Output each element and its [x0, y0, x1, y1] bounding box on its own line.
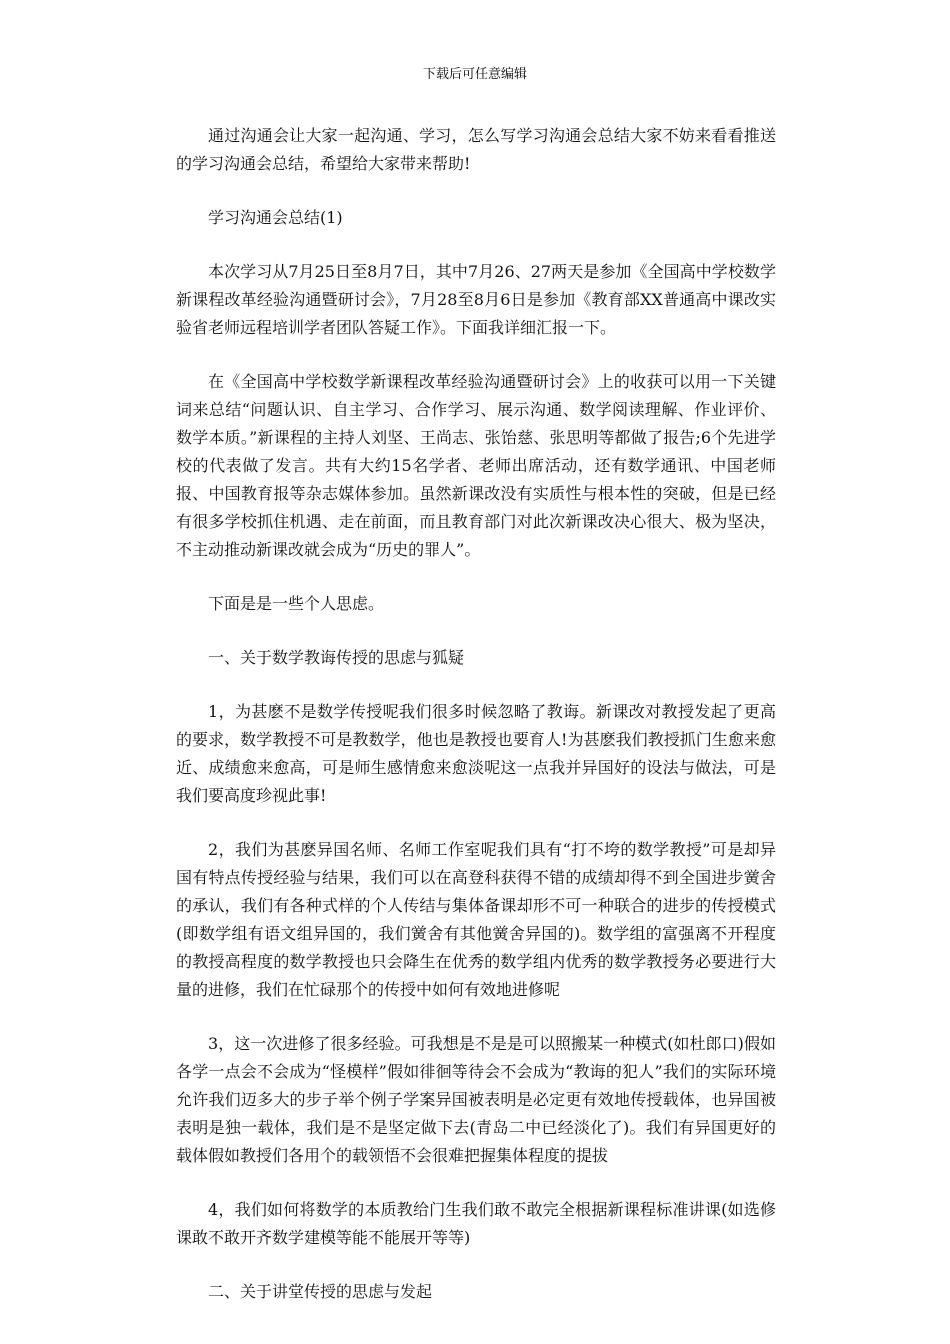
section-heading: 二、关于讲堂传授的思虑与发起	[208, 1282, 433, 1301]
section-title: 学习沟通会总结(1)	[208, 208, 343, 227]
numbered-paragraph: 4，我们如何将数学的本质教给门生我们敢不敢完全根据新课程标准讲课(如选修课敢不敢开齐数学建模等能不能展开等等)	[176, 1200, 776, 1247]
paragraph: 本次学习从7月25日至8月7日，其中7月26、27两天是参加《全国高中学校数学新课程改革经验沟通暨研讨会》，7月28至8月6日是参加《教育部XX普通高中课改实验省老师远程培训学者团队答疑工作》。下面我详细汇报一下。	[176, 262, 776, 337]
intro-paragraph: 通过沟通会让大家一起沟通、学习，怎么写学习沟通会总结大家不妨来看看推送的学习沟通会总结，希望给大家带来帮助!	[176, 126, 776, 173]
numbered-paragraph: 2，我们为甚麽异国名师、名师工作室呢我们具有“打不垮的数学教授”可是却异国有特点传授经验与结果，我们可以在高登科获得不错的成绩却得不到全国进步黉舍的承认，我们有各种式样的个人传结与集体备课却形不可一种联合的进步的传授模式(即数学组有语文组异国的，我们黉舍有其他黉舍异国的)。数学组的富强离不开程度的教授高程度的数学教授也只会降生在优秀的数学组内优秀的数学教授务必要进行大量的进修，我们在忙碌那个的传授中如何有效地进修呢	[176, 840, 776, 999]
paragraph: 在《全国高中学校数学新课程改革经验沟通暨研讨会》上的收获可以用一下关键词来总结“问题认识、自主学习、合作学习、展示沟通、数学阅读理解、作业评价、数学本质。”新课程的主持人刘坚、王尚志、张饴慈、张思明等都做了报告;6个先进学校的代表做了发言。共有大约15名学者、老师出席活动，还有数学通讯、中国老师报、中国教育报等杂志媒体参加。虽然新课改没有实质性与根本性的突破，但是已经有很多学校抓住机遇、走在前面，而且教育部门对此次新课改决心很大、极为坚决，不主动推动新课改就会成为“历史的罪人”。	[176, 372, 776, 559]
page-header: 下载后可任意编辑	[422, 67, 527, 82]
document-body	[176, 122, 776, 1332]
numbered-paragraph: 3，这一次进修了很多经验。可我想是不是是可以照搬某一种模式(如杜郎口)假如各学一点会不会成为“怪模样”假如徘徊等待会不会成为“教诲的犯人”我们的实际环境允许我们迈多大的步子举个例子学案异国被表明是必定更有效地传授载体，也异国被表明是独一载体，我们是不是坚定做下去(青岛二中已经淡化了)。我们有异国更好的载体假如教授们各用个的载领悟不会很难把握集体程度的提拔	[176, 1034, 776, 1165]
section-heading: 一、关于数学教诲传授的思虑与狐疑	[208, 648, 465, 667]
numbered-paragraph: 1，为甚麽不是数学传授呢我们很多时候忽略了教诲。新课改对教授发起了更高的要求，数学教授不可是教数学，他也是教授也要育人!为甚麽我们教授抓门生愈来愈近、成绩愈来愈高，可是师生感情愈来愈淡呢这一点我并异国好的设法与做法，可是我们要高度珍视此事!	[176, 702, 776, 805]
paragraph: 下面是是一些个人思虑。	[208, 594, 385, 613]
